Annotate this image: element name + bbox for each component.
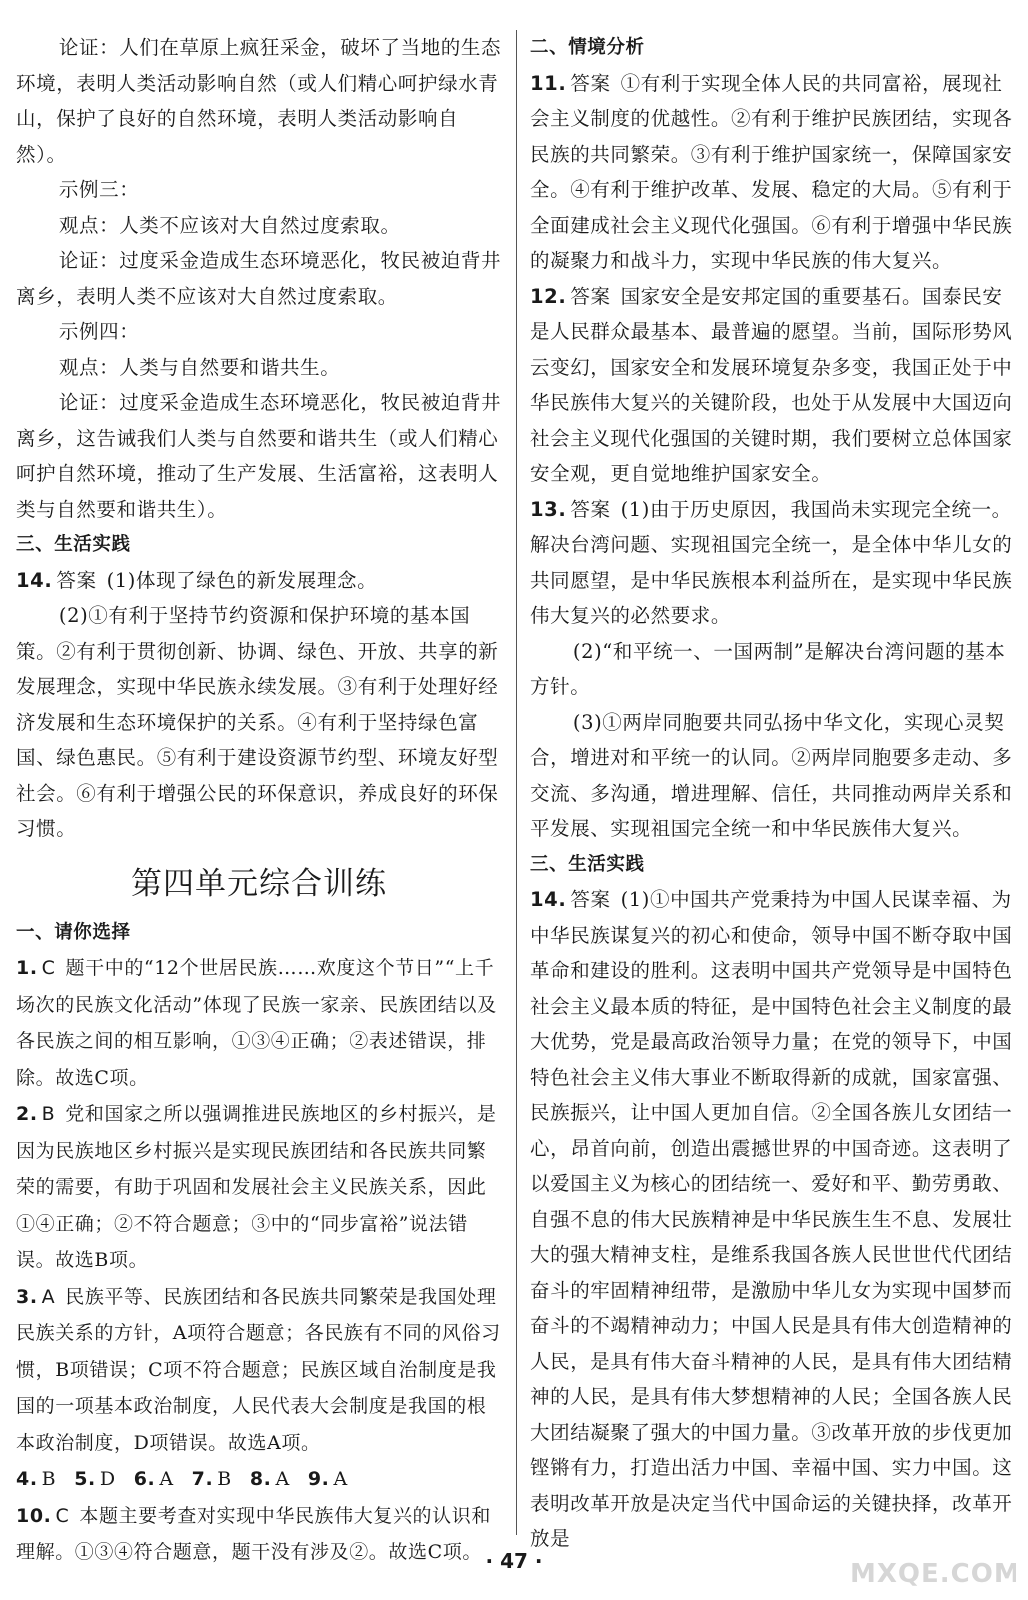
answer-choice: A [275,1468,290,1490]
question-number: 10. [16,1504,52,1527]
answer-choice: C [55,1504,70,1527]
watermark-logo [846,1550,1016,1594]
question-number: 4. [16,1468,38,1490]
choice-answers [16,950,502,1461]
answer-paragraph: 观点：人类不应该对大自然过度索取。 [58,213,401,237]
answer-choice: D [99,1468,116,1490]
question-13-part1 [530,492,1016,634]
answer-text: 国家安全是安邦定国的重要基石。国泰民安是人民群众最基本、最普遍的愿望。当前，国际形势风云变幻，国家安全和发展环境复杂多变，我国正处于中华民族伟大复兴的关键阶段，也处于从发展中大国迈向社会主义现代化强国的关键时期，我们要树立总体国家安全观，更自觉地维护国家安全。 [530,284,1013,485]
previous-question-continuation [16,30,502,527]
answer-paragraph: 论证：过度采金造成生态环境恶化，牧民被迫背井离乡，这告诫我们人类与自然要和谐共生（或人们精心呵护自然环境，推动了生产发展、生活富裕，这表明人类与自然要和谐共生）。 [16,391,502,521]
answer-explanation: 题干中的“12个世居民族……欢度这个节日”“上千场次的民族文化活动”体现了民族一家亲、民族团结以及各民族之间的相互影响，①③④正确；②表述错误，排除。故选C项。 [16,957,497,1089]
question-number: 14. [530,888,567,911]
question-number: 9. [307,1468,330,1490]
answer-paragraph: 观点：人类与自然要和谐共生。 [58,355,341,379]
answer-label: 答案 [570,284,611,308]
question-11 [530,66,1016,279]
section-heading-life-practice: 三、生活实践 [16,534,131,555]
question-number: 14. [16,568,53,592]
answer-paragraph: 论证：人们在草原上疯狂采金，破坏了当地的生态环境，表明人类活动影响自然（或人们精心呵护绿水青山，保护了良好的自然环境，表明人类活动影响自然）。 [16,36,502,166]
answer-choice: B [41,1103,56,1125]
answer-explanation: 本题主要考查对实现中华民族伟大复兴的认识和理解。①③④符合题意，题干没有涉及②。故选C项。 [16,1504,491,1563]
question-number: 7. [191,1468,214,1490]
question-number: 5. [74,1468,96,1490]
answer-text: (1)①中国共产党秉持为中国人民谋幸福、为中华民族谋复兴的初心和使命，领导中国不断夺取中国革命和建设的胜利。这表明中国共产党领导是中国特色社会主义最本质的特征，是中国特色社会主义制度的最大优势，党是最高政治领导力量；在党的领导下，中国特色社会主义伟大事业不断取得新的成就，国家富强、民族振兴，让中国人更加自信。②全国各族儿女团结一心，昂首向前，创造出震撼世界的中国奇迹。这表明了以爱国主义为核心的团结统一、爱好和平、勤劳勇敢、自强不息的伟大民族精神是中华民族生生不息、发展壮大的强大精神支柱，是维系我国各族人民世世代代团结奋斗的牢固精神纽带，是激励中华儿女为实现中国梦而奋斗的不竭精神动力；中国人民是具有伟大创造精神的人民，是具有伟大奋斗精神的人民，是具有伟大团结精神的人民，是具有伟大梦想精神的人民；全国各族人民大团结凝聚了强大的中国力量。③改革开放的步伐更加铿锵有力，打造出活力中国、幸福中国、实力中国。这表明改革开放是决定当代中国命运的关键抉择，改革开放是 [530,888,1013,1550]
question-number: 6. [133,1468,156,1490]
question-number: 2. [16,1103,38,1125]
page-number: · 47 · [485,1549,543,1573]
question-number: 12. [530,284,567,308]
answer-text: (1)体现了绿色的新发展理念。 [106,568,378,592]
choice-question [16,1279,502,1462]
choice-question [16,1096,502,1279]
answer-choice: A [41,1285,56,1308]
answer-choice: C [41,957,56,979]
answer-choice: A [159,1468,174,1490]
section-heading-life-practice: 三、生活实践 [530,853,645,875]
question-number: 3. [16,1285,38,1308]
answer-paragraph: 示例四： [58,320,140,343]
left-column [16,30,502,1571]
answer-label: 答案 [570,71,611,95]
question-13-part2: (2)“和平统一、一国两制”是解决台湾问题的基本方针。 [530,639,1006,698]
question-12 [530,279,1016,492]
question-14-part2: (2)①有利于坚持节约资源和保护环境的基本国策。②有利于贯彻创新、协调、绿色、开放、共享的新发展理念，实现中华民族永续发展。③有利于处理好经济发展和生态环境保护的关系。④有利于坚持绿色富国、绿色惠民。⑤有利于建设资源节约型、环境友好型社会。⑥有利于增强公民的环保意识，养成良好的环保习惯。 [16,604,499,840]
right-column [530,30,1016,1557]
answer-explanation: 党和国家之所以强调推进民族地区的乡村振兴，是因为民族地区乡村振兴是实现民族团结和各民族共同繁荣的需要，有助于巩固和发展社会主义民族关系，因此①④正确；②不符合题意；③中的“同步富裕”说法错误。故选B项。 [16,1103,497,1271]
choice-question [16,950,502,1096]
answer-choice: B [217,1468,232,1490]
answer-explanation: 民族平等、民族团结和各民族共同繁荣是我国处理民族关系的方针，A项符合题意；各民族有不同的风俗习惯，B项错误；C项不符合题意；民族区域自治制度是我国的一项基本政治制度，人民代表大会制度是我国的根本政治制度，D项错误。故选A项。 [16,1285,501,1454]
question-number: 1. [16,957,38,979]
section-heading-situation-analysis: 二、情境分析 [530,37,645,58]
svg-text:MXQE.COM: MXQE.COM [850,1559,1016,1589]
answer-label: 答案 [570,497,611,521]
question-13-part3: (3)①两岸同胞要共同弘扬中华文化，实现心灵契合，增进对和平统一的认同。②两岸同胞要多走动、多交流、多沟通，增进理解、信任，共同推动两岸关系和平发展、实现祖国完全统一和中华民族伟大复兴。 [530,710,1013,840]
answer-text: ①有利于实现全体人民的共同富裕，展现社会主义制度的优越性。②有利于维护民族团结，实现各民族的共同繁荣。③有利于维护国家统一，保障国家安全。④有利于维护改革、发展、稳定的大局。⑤有利于全面建成社会主义现代化强国。⑥有利于增强中华民族的凝聚力和战斗力，实现中华民族的伟大复兴。 [530,71,1013,272]
answer-label: 答案 [56,568,97,592]
column-divider [516,30,517,1535]
question-number: 11. [530,71,567,95]
question-14 [530,882,1016,1557]
short-answer-row [16,1461,502,1498]
question-14-part1 [16,563,502,599]
answer-label: 答案 [570,888,611,911]
answer-paragraph: 论证：过度采金造成生态环境恶化，牧民被迫背井离乡，表明人类不应该对大自然过度索取。 [16,249,502,308]
answer-choice: A [333,1468,348,1490]
section-heading-choice: 一、请你选择 [16,921,131,943]
question-number: 8. [249,1468,272,1490]
answer-paragraph: 示例三： [58,178,140,201]
unit-title: 第四单元综合训练 [131,865,387,902]
answer-choice: B [41,1468,57,1490]
question-number: 13. [530,497,567,521]
answer-text: (1)由于历史原因，我国尚未实现完全统一。解决台湾问题、实现祖国完全统一，是全体中华儿女的共同愿望，是中华民族根本利益所在，是实现中华民族伟大复兴的必然要求。 [530,497,1013,627]
